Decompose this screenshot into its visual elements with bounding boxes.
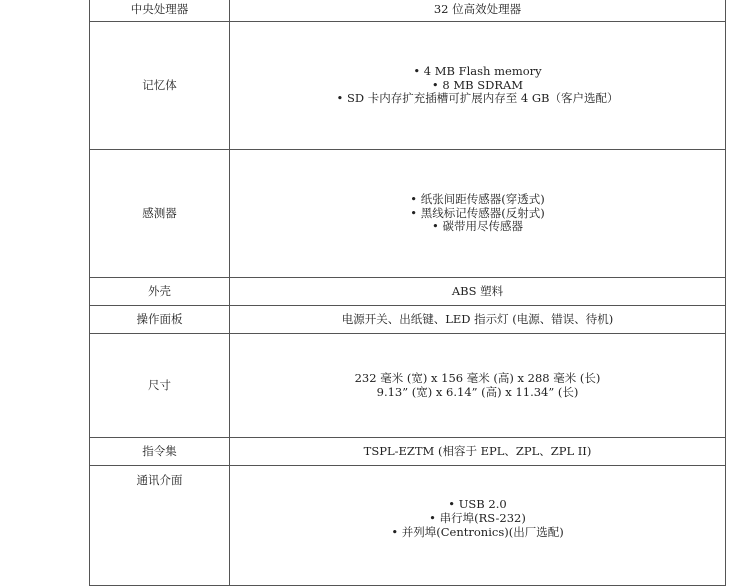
row-value-command-set bbox=[230, 438, 726, 466]
value-line: • 黑线标记传感器(反射式) bbox=[410, 205, 545, 220]
value-line: • 串行埠(RS-232) bbox=[429, 510, 526, 525]
table-row bbox=[90, 278, 726, 306]
value-line: • 纸张间距传感器(穿透式) bbox=[410, 191, 545, 206]
spec-table bbox=[89, 0, 726, 586]
row-label-command-set: 指令集 bbox=[90, 438, 230, 466]
row-label-cpu: 中央处理器 bbox=[90, 0, 230, 22]
value-line: • SD 卡内存扩充插槽可扩展内存至 4 GB（客户选配） bbox=[336, 91, 619, 106]
table-row bbox=[90, 466, 726, 586]
table-row bbox=[90, 438, 726, 466]
row-value-memory bbox=[230, 22, 726, 150]
table-row bbox=[90, 150, 726, 278]
row-label-panel: 操作面板 bbox=[90, 306, 230, 334]
value-line: TSPL-EZTM (相容于 EPL、ZPL、ZPL II) bbox=[363, 443, 592, 458]
value-line: • USB 2.0 bbox=[448, 497, 507, 511]
row-value-interfaces bbox=[230, 466, 726, 586]
value-line: 电源开关、出纸键、LED 指示灯 (电源、错误、待机) bbox=[341, 311, 614, 326]
value-line: • 并列埠(Centronics)(出厂选配) bbox=[391, 524, 564, 539]
value-line: • 4 MB Flash memory bbox=[413, 63, 542, 78]
value-line: • 碳带用尽传感器 bbox=[432, 219, 523, 234]
value-line: • 8 MB SDRAM bbox=[431, 77, 524, 92]
row-value-dimensions bbox=[230, 334, 726, 438]
row-value-housing bbox=[230, 278, 726, 306]
row-label-memory: 记忆体 bbox=[90, 22, 230, 150]
row-value-cpu bbox=[230, 0, 726, 22]
row-label-dimensions: 尺寸 bbox=[90, 334, 230, 438]
value-line: 9.13” (宽) x 6.14” (高) x 11.34” (长) bbox=[376, 384, 579, 399]
table-row bbox=[90, 306, 726, 334]
table-row bbox=[90, 0, 726, 22]
table-row bbox=[90, 22, 726, 150]
value-line: 32 位高效处理器 bbox=[433, 1, 522, 16]
row-label-housing: 外壳 bbox=[90, 278, 230, 306]
row-value-sensors bbox=[230, 150, 726, 278]
value-line: 232 毫米 (宽) x 156 毫米 (高) x 288 毫米 (长) bbox=[354, 370, 601, 385]
row-label-sensors: 感测器 bbox=[90, 150, 230, 278]
table-row bbox=[90, 334, 726, 438]
row-value-panel bbox=[230, 306, 726, 334]
value-line: ABS 塑料 bbox=[451, 283, 504, 298]
row-label-interfaces: 通讯介面 bbox=[90, 466, 230, 586]
